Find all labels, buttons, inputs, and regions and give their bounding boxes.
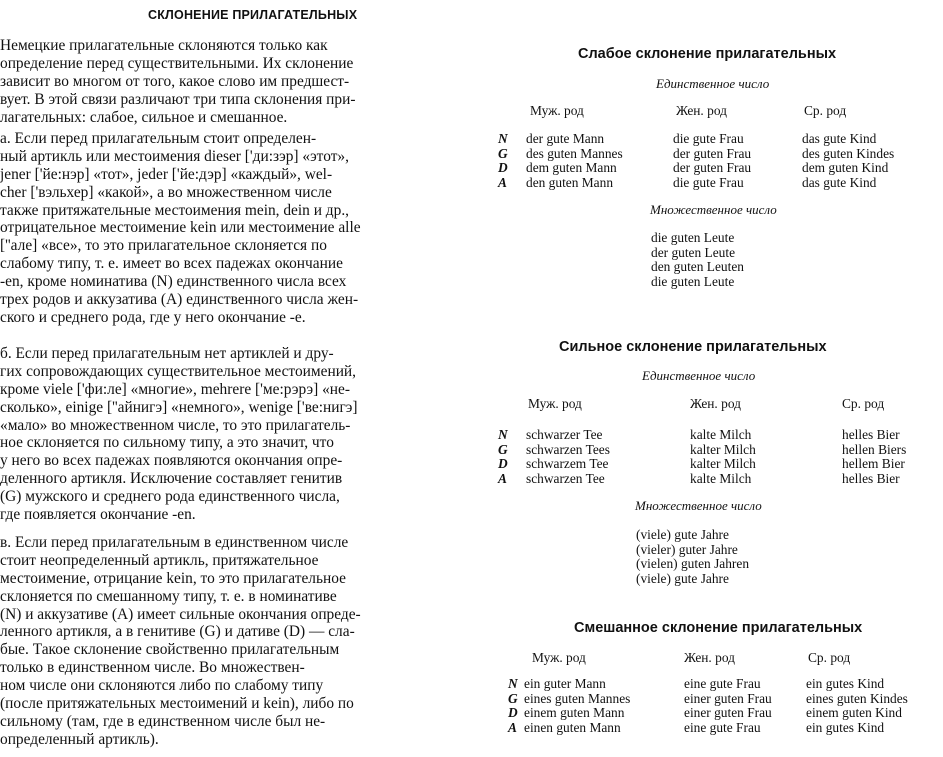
table-row bbox=[508, 692, 943, 707]
case-label: G bbox=[498, 441, 508, 457]
text-line: ленного артикля, а в генитиве (G) и дативе (D) — сла- bbox=[0, 623, 355, 641]
text-line: Немецкие прилагательные склоняются только как bbox=[0, 37, 328, 54]
text-line: у него во всех падежах появляются окончания опре- bbox=[0, 452, 343, 470]
table-cell: einen guten Mann bbox=[524, 719, 621, 735]
text-line: бые. Такое склонение свойственно прилагательным bbox=[0, 641, 340, 659]
table-cell: kalter Milch bbox=[690, 456, 756, 471]
text-line: также притяжательные местоимения mein, dein и др., bbox=[0, 201, 350, 219]
text-line: деленного артикля. Исключение составляет генитив bbox=[0, 470, 343, 488]
text-line: в. Если перед прилагательным в единственном числе bbox=[0, 534, 349, 551]
text-line: отрицательное местоимение kein или местоимение alle bbox=[0, 219, 361, 237]
text-line: местоимение, отрицание kein, то это прилагательное bbox=[0, 569, 346, 587]
text-line: ное склоняется по сильному типу, а это значит, что bbox=[0, 434, 334, 452]
text-line: определение перед существительными. Их склонение bbox=[0, 54, 354, 72]
table-cell: das gute Kind bbox=[802, 174, 877, 190]
weak-singular-label: Единственное число bbox=[656, 76, 770, 91]
table-cell: ein guter Mann bbox=[524, 676, 606, 691]
table-cell: dem guten Mann bbox=[526, 160, 617, 175]
table-cell: ein gutes Kind bbox=[806, 719, 885, 735]
table-cell: die gute Frau bbox=[673, 174, 744, 190]
table-cell: helles Bier bbox=[842, 427, 900, 442]
table-cell: einer guten Frau bbox=[684, 705, 772, 720]
strong-declension-table bbox=[498, 428, 943, 486]
weak-plural-label: Множественное число bbox=[650, 202, 777, 217]
table-cell: hellem Bier bbox=[842, 456, 905, 471]
col-header-masculine: Муж. род bbox=[528, 396, 582, 411]
weak-plural-list bbox=[651, 231, 744, 289]
table-row bbox=[508, 677, 943, 692]
text-line: (G) мужского и среднего рода единственного числа, bbox=[0, 488, 340, 506]
table-row bbox=[498, 472, 943, 487]
list-item: (viele) gute Jahre bbox=[636, 570, 729, 586]
table-cell: schwarzer Tee bbox=[526, 427, 603, 442]
table-cell: die gute Frau bbox=[673, 131, 744, 146]
paragraph-b bbox=[0, 345, 358, 524]
table-cell: helles Bier bbox=[842, 470, 900, 486]
col-header-feminine: Жен. род bbox=[684, 650, 735, 665]
table-cell: eine gute Frau bbox=[684, 676, 761, 691]
table-cell: des guten Kindes bbox=[802, 145, 895, 161]
table-cell: eines guten Mannes bbox=[524, 690, 631, 706]
table-cell: einem guten Mann bbox=[524, 705, 625, 720]
table-cell: eines guten Kindes bbox=[806, 690, 908, 706]
text-line: jener ['йе:нэр] «тот», jeder ['йе:дэр] «каждый», wel- bbox=[0, 165, 333, 183]
case-label: D bbox=[498, 456, 508, 471]
col-header-neuter: Ср. род bbox=[842, 396, 885, 411]
text-line: кроме viele ['фи:ле] «многие», mehrere ['ме:рэрэ] «не- bbox=[0, 380, 350, 398]
table-row bbox=[498, 132, 943, 147]
text-line: «мало» во множественном числе, то это прилагатель- bbox=[0, 416, 351, 434]
col-header-feminine: Жен. род bbox=[676, 103, 727, 118]
table-cell: kalter Milch bbox=[690, 441, 756, 457]
table-cell: ein gutes Kind bbox=[806, 676, 885, 691]
table-row bbox=[498, 176, 943, 191]
case-label: G bbox=[498, 145, 508, 161]
text-line: б. Если перед прилагательным нет артиклей и дру- bbox=[0, 345, 334, 362]
table-cell: eine gute Frau bbox=[684, 719, 761, 735]
list-item: (viele) gute Jahre bbox=[636, 527, 729, 542]
mixed-declension-title: Смешанное склонение прилагательных bbox=[574, 620, 863, 636]
table-row bbox=[498, 161, 943, 176]
case-label: N bbox=[498, 131, 508, 146]
text-line: определенный артикль). bbox=[0, 730, 159, 748]
paragraph-c bbox=[0, 534, 361, 749]
case-label: A bbox=[508, 719, 517, 735]
text-line: (N) и аккузативе (A) имеет сильные окончания опреде- bbox=[0, 605, 361, 623]
text-line: зависит во многом от того, какое слово им предшест- bbox=[0, 72, 350, 90]
case-label: N bbox=[508, 676, 518, 691]
text-line: склоняется по смешанному типу, т. е. в номинативе bbox=[0, 587, 337, 605]
table-row bbox=[498, 443, 943, 458]
right-column bbox=[490, 0, 943, 757]
strong-singular-label: Единственное число bbox=[642, 368, 756, 383]
case-label: D bbox=[498, 160, 508, 175]
text-line: (после притяжательных местоимений и kein), либо по bbox=[0, 695, 354, 713]
intro-paragraph bbox=[0, 37, 355, 126]
case-label: N bbox=[498, 427, 508, 442]
text-line: трех родов и аккузатива (A) единственного числа жен- bbox=[0, 291, 359, 309]
paragraph-a bbox=[0, 130, 361, 327]
text-line: где появляется окончание -en. bbox=[0, 506, 196, 524]
table-cell: dem guten Kind bbox=[802, 160, 889, 175]
text-line: вует. В этой связи различают три типа склонения при- bbox=[0, 90, 356, 108]
text-line: сколько», einige [''айнигэ] «немного», wenige ['ве:нигэ] bbox=[0, 398, 358, 416]
text-line: ный артикль или местоимения dieser ['ди:зэр] «этот», bbox=[0, 147, 349, 165]
text-line: лагательных: слабое, сильное и смешанное. bbox=[0, 108, 288, 126]
text-line: сильному (там, где в единственном числе был не- bbox=[0, 712, 326, 730]
table-cell: kalte Milch bbox=[690, 470, 752, 486]
text-line: гих сопровождающих существительное местоимений, bbox=[0, 362, 357, 380]
table-cell: schwarzen Tee bbox=[526, 470, 605, 486]
table-cell: den guten Mann bbox=[526, 174, 614, 190]
text-line: стоит неопределенный артикль, притяжательное bbox=[0, 551, 319, 569]
text-line: ном числе они склоняются либо по слабому типу bbox=[0, 677, 324, 695]
table-cell: das gute Kind bbox=[802, 131, 877, 146]
table-row bbox=[508, 721, 943, 736]
table-cell: einer guten Frau bbox=[684, 690, 772, 706]
col-header-masculine: Муж. род bbox=[530, 103, 584, 118]
text-line: cher ['вэльхер] «какой», а во множественном числе bbox=[0, 183, 332, 201]
case-label: A bbox=[498, 174, 507, 190]
col-header-masculine: Муж. род bbox=[532, 650, 586, 665]
section-heading: СКЛОНЕНИЕ ПРИЛАГАТЕЛЬНЫХ bbox=[148, 8, 358, 22]
table-row bbox=[498, 457, 943, 472]
case-label: D bbox=[508, 705, 518, 720]
table-cell: schwarzen Tees bbox=[526, 441, 610, 457]
strong-declension-title: Сильное склонение прилагательных bbox=[559, 339, 827, 355]
table-cell: einem guten Kind bbox=[806, 705, 902, 720]
list-item: (vieler) guter Jahre bbox=[636, 541, 738, 557]
col-header-neuter: Ср. род bbox=[808, 650, 851, 665]
text-line: -en, кроме номинатива (N) единственного числа всех bbox=[0, 273, 347, 291]
table-cell: der guten Frau bbox=[673, 145, 752, 161]
mixed-declension-table bbox=[508, 677, 943, 735]
list-item: die guten Leute bbox=[651, 230, 735, 245]
list-item: die guten Leute bbox=[651, 273, 735, 289]
col-header-feminine: Жен. род bbox=[690, 396, 741, 411]
list-item: der guten Leute bbox=[651, 244, 736, 260]
list-item: den guten Leuten bbox=[651, 259, 744, 274]
case-label: G bbox=[508, 690, 518, 706]
table-row bbox=[498, 147, 943, 162]
weak-declension-table bbox=[498, 132, 943, 190]
list-item: (vielen) guten Jahren bbox=[636, 556, 750, 571]
table-cell: kalte Milch bbox=[690, 427, 752, 442]
strong-plural-label: Множественное число bbox=[635, 498, 762, 513]
weak-declension-title: Слабое склонение прилагательных bbox=[578, 46, 837, 62]
table-row bbox=[498, 428, 943, 443]
table-cell: hellen Biers bbox=[842, 441, 907, 457]
table-cell: schwarzem Tee bbox=[526, 456, 609, 471]
text-line: [''але] «все», то это прилагательное склоняется по bbox=[0, 237, 327, 255]
col-header-neuter: Ср. род bbox=[804, 103, 847, 118]
text-line: слабому типу, т. е. имеет во всех падежах окончание bbox=[0, 255, 343, 273]
case-label: A bbox=[498, 470, 507, 486]
table-cell: der guten Frau bbox=[673, 160, 752, 175]
strong-plural-list bbox=[636, 528, 749, 586]
table-row bbox=[508, 706, 943, 721]
table-cell: des guten Mannes bbox=[526, 145, 623, 161]
text-line: а. Если перед прилагательным стоит определен- bbox=[0, 130, 317, 147]
text-line: только в единственном числе. Во множествен- bbox=[0, 659, 305, 677]
text-line: ского и среднего рода, где у него окончание -e. bbox=[0, 308, 306, 326]
table-cell: der gute Mann bbox=[526, 131, 605, 146]
